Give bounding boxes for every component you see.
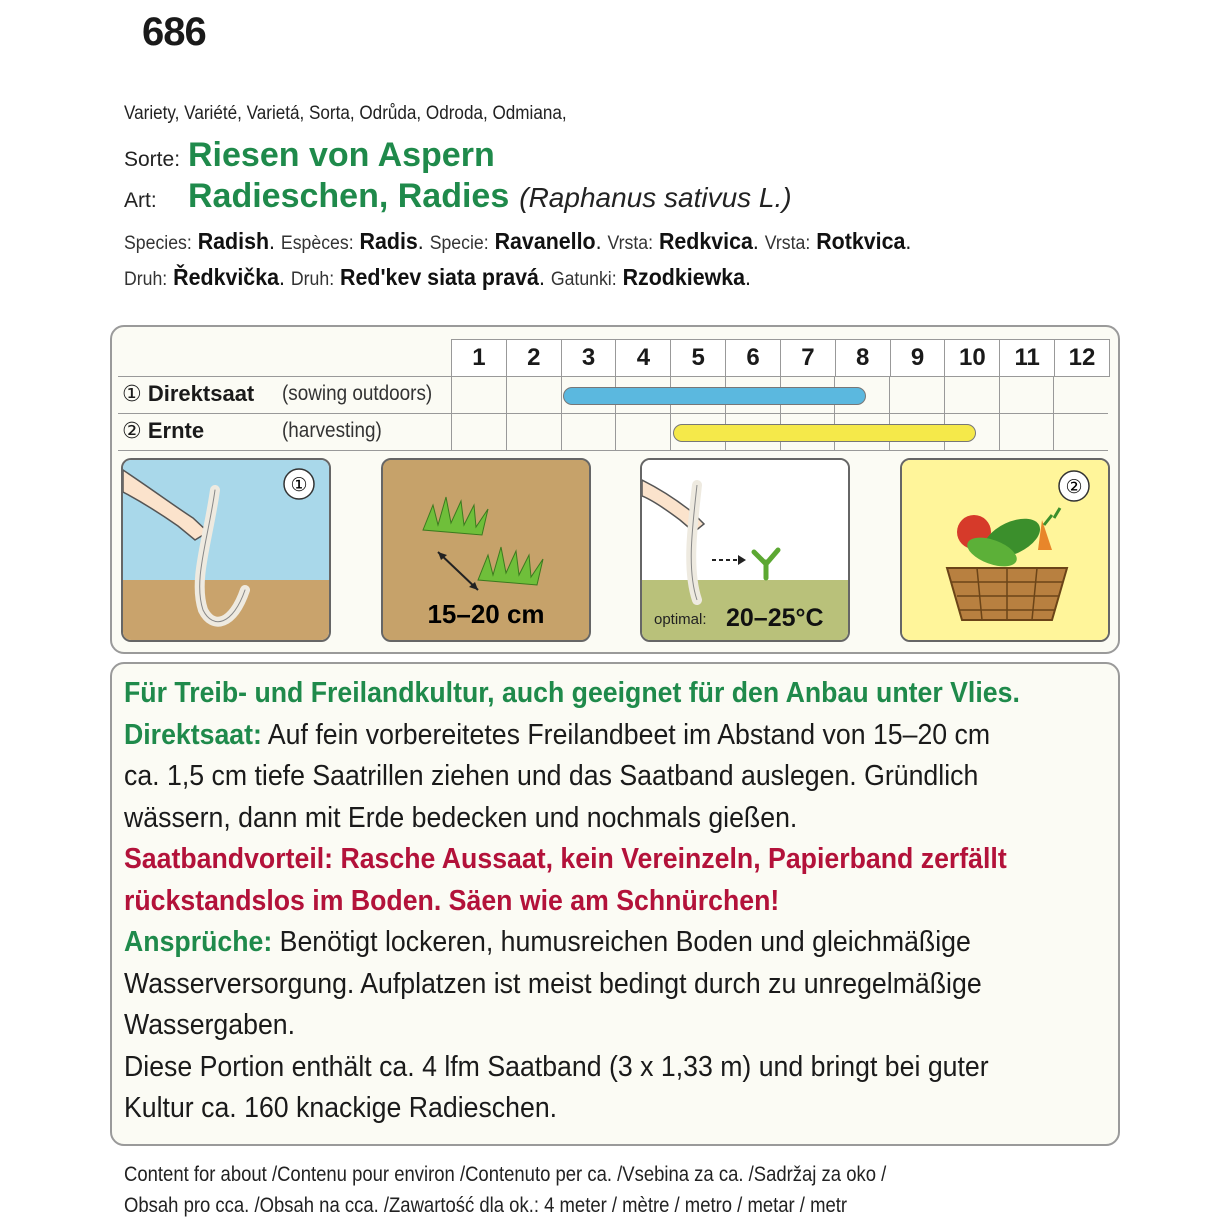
product-code: 686 (142, 10, 206, 54)
sowing-period-bar (563, 387, 866, 405)
month-label: 1 (452, 340, 507, 376)
row-translation: (harvesting) (282, 419, 382, 442)
month-label: 6 (726, 340, 781, 376)
species-label: Druh: (290, 269, 335, 290)
month-label: 5 (671, 340, 726, 376)
month-label: 3 (562, 340, 617, 376)
species-label: Vrsta: (607, 233, 654, 254)
sowing-illustration (121, 458, 331, 642)
harvest-illustration (900, 458, 1110, 642)
temperature-value: 20–25°C (726, 604, 824, 632)
species-line-1: Species: Radish. Espèces: Radis. Specie: Ravanello. Vrsta: Redkvica. Vrsta: Rotkvica. (124, 228, 912, 254)
month-label: 11 (1000, 340, 1055, 376)
requirements-label: Ansprüche: (124, 926, 273, 958)
variety-name: Riesen von Aspern (188, 136, 495, 174)
direktsaat-text: Auf fein vorbereitetes Freilandbeet im Abstand von 15–20 cm (261, 718, 991, 751)
row-marker: ② (122, 418, 142, 443)
direktsaat-text: ca. 1,5 cm tiefe Saatrillen ziehen und das Saatband auslegen. Gründlich (124, 760, 979, 792)
portion-text: Kultur ca. 160 knackige Radieschen. (124, 1092, 558, 1124)
content-amount-line-1: Content for about /Contenu pour environ /Contenuto per ca. /Vsebina za ca. /Sadržaj za oko / (124, 1163, 887, 1186)
species-label: Specie: (429, 233, 489, 254)
description-headline: Für Treib- und Freilandkultur, auch geeignet für den Anbau unter Vlies. (124, 677, 1020, 709)
description-text (124, 673, 1020, 1130)
species-label: Species: (124, 233, 192, 254)
content-amount-line-2: Obsah pro cca. /Obsah na cca. /Zawartość dla ok.: 4 meter / mètre / metro / metar / metr (124, 1194, 848, 1217)
species-label: Vrsta: (764, 233, 811, 254)
advantage-text: rückstandslos im Boden. Säen wie am Schnürchen! (124, 884, 780, 917)
requirements-text: Wasserversorgung. Aufplatzen ist meist bedingt durch zu unregelmäßige (124, 967, 982, 1000)
month-label: 10 (945, 340, 1000, 376)
harvest-marker: ② (1065, 477, 1083, 498)
sorte-line (124, 136, 495, 175)
requirements-paragraph (124, 922, 1007, 964)
temperature-illustration (640, 458, 850, 642)
species-value: Rotkvica (816, 228, 906, 254)
month-label: 2 (507, 340, 562, 376)
species-value: Radish (197, 228, 270, 254)
sowing-marker: ① (290, 475, 308, 496)
month-label: 9 (891, 340, 946, 376)
temperature-prefix: optimal: (654, 611, 707, 628)
spacing-illustration (381, 458, 591, 642)
species-label: Gatunki: (550, 269, 617, 290)
species-value: Rzodkiewka (622, 264, 746, 290)
species-value: Ravanello (494, 228, 596, 254)
advantage-text: Saatbandvorteil: Rasche Aussaat, kein Vereinzeln, Papierband zerfällt (124, 843, 1007, 875)
species-label: Druh: (124, 269, 168, 290)
calendar-month-header (451, 339, 1110, 377)
direktsaat-label: Direktsaat: (124, 718, 262, 751)
species-value: Redkvica (658, 228, 753, 254)
art-line (124, 177, 792, 216)
portion-text: Diese Portion enthält ca. 4 lfm Saatband (3 x 1,33 m) und bringt bei guter (124, 1050, 989, 1083)
variety-labels: Variety, Variété, Varietá, Sorta, Odrůda, Odroda, Odmiana, (124, 103, 567, 124)
month-label: 12 (1068, 344, 1096, 371)
species-value: Ředkvička (173, 264, 280, 290)
requirements-text: Wassergaben. (124, 1009, 296, 1041)
art-label: Art: (124, 189, 157, 212)
species-line-2: Druh: Ředkvička. Druh: Red'kev siata pravá. Gatunki: Rzodkiewka. (124, 264, 751, 290)
month-label: 4 (616, 340, 671, 376)
harvest-period-bar (673, 424, 976, 442)
direktsaat-text: wässern, dann mit Erde bedecken und nochmals gießen. (124, 801, 798, 834)
sorte-label: Sorte: (124, 148, 181, 171)
calendar-row-sowing (118, 376, 1108, 413)
row-label: Ernte (147, 418, 205, 443)
species-name: Radieschen, Radies (188, 177, 510, 215)
row-label: Direktsaat (147, 381, 255, 406)
requirements-text: Benötigt lockeren, humusreichen Boden und gleichmäßige (272, 926, 971, 958)
species-value: Red'kev siata pravá (340, 264, 539, 290)
row-translation: (sowing outdoors) (282, 382, 433, 405)
latin-name: (Raphanus sativus L.) (519, 182, 792, 213)
species-value: Radis (359, 228, 418, 254)
direktsaat-paragraph (124, 715, 1007, 757)
species-label: Espèces: (280, 233, 354, 254)
calendar-row-harvest (118, 413, 1108, 451)
spacing-label: 15–20 cm (427, 599, 545, 629)
month-label: 7 (781, 340, 836, 376)
row-marker: ① (122, 381, 142, 406)
month-label: 8 (836, 340, 891, 376)
